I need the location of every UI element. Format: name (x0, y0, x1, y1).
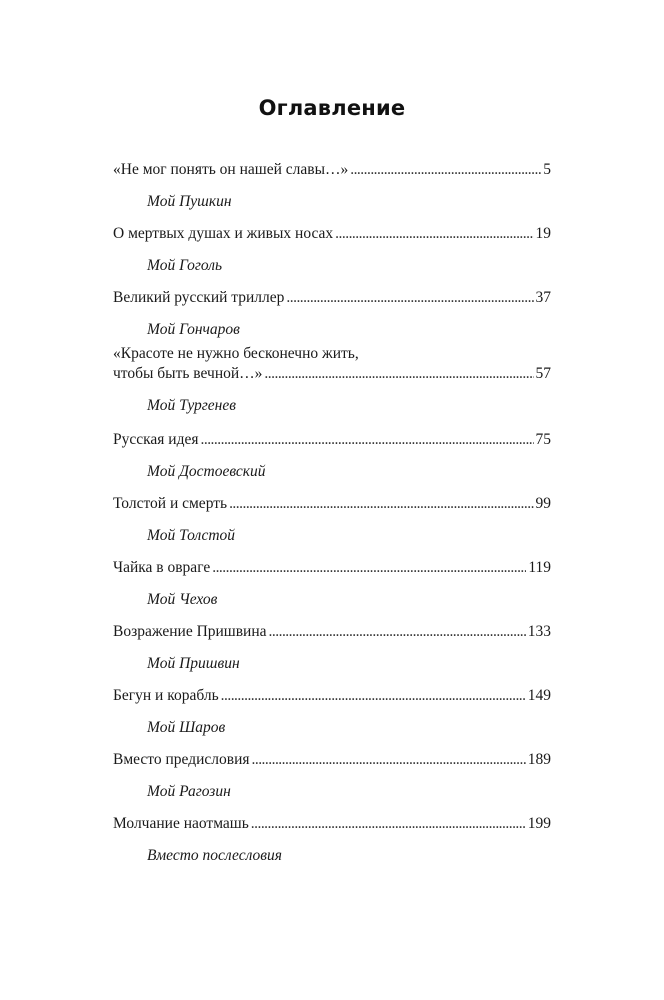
toc-page-number: 119 (528, 559, 551, 576)
toc-subtitle: Мой Чехов (147, 591, 218, 608)
table-of-contents (113, 160, 551, 878)
dot-leader (221, 686, 526, 706)
dot-leader (212, 558, 526, 578)
toc-title: Вместо предисловия (113, 751, 250, 768)
toc-row (113, 494, 551, 514)
toc-entry (113, 288, 551, 344)
dot-leader (286, 288, 533, 308)
toc-page-number: 57 (535, 365, 551, 382)
toc-title: «Не мог понять он нашей славы…» (113, 161, 349, 178)
toc-page-number: 149 (527, 687, 551, 704)
toc-title: О мертвых душах и живых носах (113, 225, 334, 242)
toc-row (113, 364, 551, 384)
toc-title-line: «Красоте не нужно бесконечно жить, (113, 345, 359, 362)
toc-row (113, 622, 551, 642)
toc-subtitle: Мой Гончаров (147, 321, 240, 338)
toc-entry (113, 622, 551, 686)
toc-row (113, 430, 551, 450)
toc-entry (113, 224, 551, 288)
toc-row (113, 224, 551, 244)
toc-row (113, 686, 551, 706)
dot-leader (264, 364, 533, 384)
toc-entry (113, 558, 551, 622)
toc-row (113, 750, 551, 770)
toc-entry (113, 494, 551, 558)
toc-entry (113, 344, 551, 430)
toc-title: Бегун и корабль (113, 687, 219, 704)
toc-page-number: 37 (535, 289, 551, 306)
toc-subtitle: Мой Пришвин (147, 655, 240, 672)
toc-row (113, 288, 551, 308)
toc-subtitle: Мой Достоевский (147, 463, 266, 480)
toc-title: Великий русский триллер (113, 289, 285, 306)
toc-page-number: 199 (527, 815, 551, 832)
toc-row (113, 814, 551, 834)
toc-subtitle: Мой Тургенев (147, 397, 236, 414)
toc-subtitle: Мой Пушкин (147, 193, 232, 210)
toc-page-number: 133 (527, 623, 551, 640)
toc-page-number: 19 (535, 225, 551, 242)
toc-entry (113, 160, 551, 224)
dot-leader (201, 430, 534, 450)
toc-row (113, 558, 551, 578)
toc-title: Чайка в овраге (113, 559, 211, 576)
toc-subtitle: Вместо послесловия (147, 847, 282, 864)
toc-subtitle: Мой Толстой (147, 527, 236, 544)
toc-title: чтобы быть вечной…» (113, 365, 263, 382)
toc-title: Толстой и смерть (113, 495, 228, 512)
toc-entry (113, 686, 551, 750)
toc-subtitle: Мой Гоголь (147, 257, 223, 274)
toc-subtitle: Мой Рагозин (147, 783, 231, 800)
toc-page-number: 99 (535, 495, 551, 512)
dot-leader (335, 224, 533, 244)
toc-page-number: 189 (527, 751, 551, 768)
dot-leader (350, 160, 541, 180)
toc-title: Русская идея (113, 431, 199, 448)
toc-page-number: 5 (543, 161, 551, 178)
toc-title: Возражение Пришвина (113, 623, 267, 640)
dot-leader (269, 622, 526, 642)
dot-leader (229, 494, 533, 514)
toc-subtitle: Мой Шаров (147, 719, 226, 736)
toc-entry (113, 750, 551, 814)
toc-title: Молчание наотмашь (113, 815, 249, 832)
page-title: Оглавление (258, 96, 406, 120)
dot-leader (251, 814, 526, 834)
toc-row (113, 160, 551, 180)
toc-entry (113, 430, 551, 494)
toc-page-number: 75 (535, 431, 551, 448)
toc-entry (113, 814, 551, 878)
dot-leader (252, 750, 526, 770)
